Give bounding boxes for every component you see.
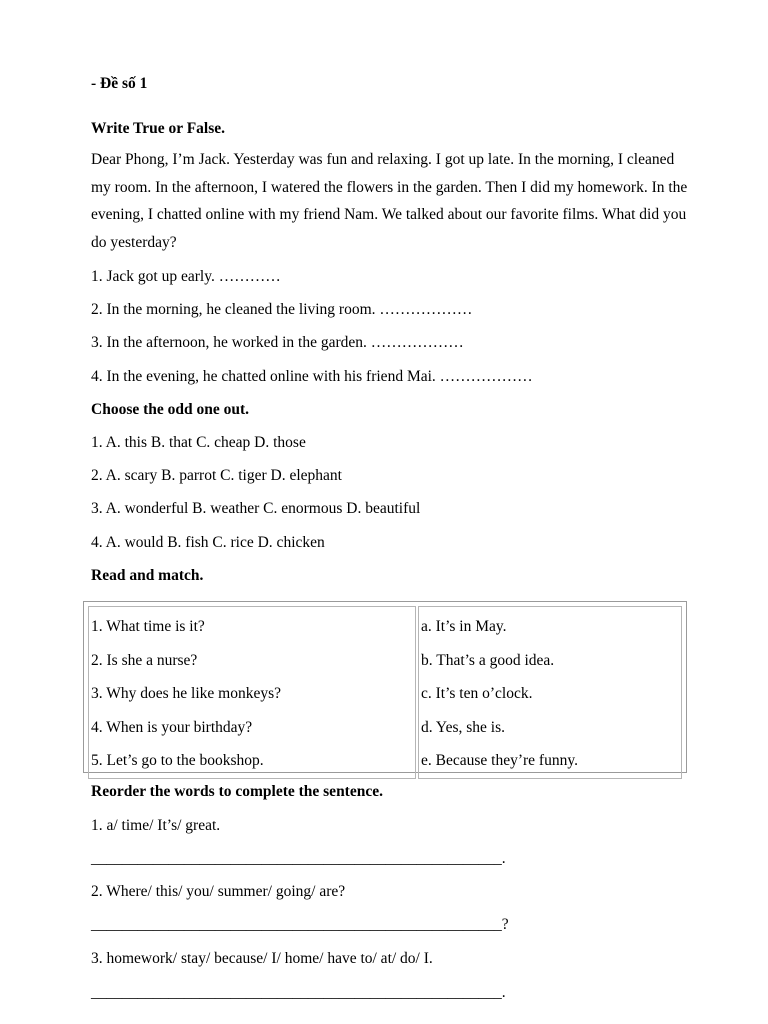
match-table	[83, 601, 687, 773]
match-question: 1. What time is it?	[91, 618, 205, 635]
match-question: 2. Is she a nurse?	[91, 651, 198, 669]
match-questions-column	[88, 606, 416, 779]
true-false-item: 4. In the evening, he chatted online with his friend Mai. ………………	[91, 368, 533, 385]
answer-line: _____________________________________________________?	[91, 916, 509, 933]
reorder-prompt: 3. homework/ stay/ because/ I/ home/ have to/ at/ do/ I.	[91, 950, 433, 967]
reorder-prompt: 2. Where/ this/ you/ summer/ going/ are?	[91, 883, 346, 900]
odd-one-out-item: 1. A. this B. that C. cheap D. those	[91, 434, 306, 451]
reading-passage: Dear Phong, I’m Jack. Yesterday was fun and relaxing. I got up late. In the morning, I cleaned my room. In the afternoon, I watered the flowers in the garden. Then I did my homework. In the evening, I chatted online with my friend Nam. We talked about our favorite films. What did you do yesterday?	[91, 151, 688, 251]
section-title-read-match: Read and match.	[91, 567, 204, 584]
answer-line: _____________________________________________________.	[91, 850, 506, 867]
odd-one-out-item: 2. A. scary B. parrot C. tiger D. elephant	[91, 467, 342, 484]
match-answer: e. Because they’re funny.	[421, 752, 578, 769]
true-false-item: 2. In the morning, he cleaned the living room. ………………	[91, 301, 473, 318]
section-title-odd-one-out: Choose the odd one out.	[91, 401, 250, 418]
section-title-true-false: Write True or False.	[91, 120, 226, 137]
match-answer: a. It’s in May.	[421, 618, 507, 635]
reorder-prompt: 1. a/ time/ It’s/ great.	[91, 817, 221, 834]
section-title-reorder: Reorder the words to complete the sentence.	[91, 783, 383, 800]
match-question: 4. When is your birthday?	[91, 718, 253, 736]
match-question: 5. Let’s go to the bookshop.	[91, 752, 264, 769]
match-answer: c. It’s ten o’clock.	[421, 685, 533, 702]
true-false-item: 3. In the afternoon, he worked in the garden. ………………	[91, 334, 464, 351]
odd-one-out-item: 3. A. wonderful B. weather C. enormous D. beautiful	[91, 500, 421, 517]
odd-one-out-item: 4. A. would B. fish C. rice D. chicken	[91, 534, 325, 551]
exam-heading: - Đề số 1	[91, 75, 148, 92]
match-answer: d. Yes, she is.	[421, 718, 505, 736]
true-false-item: 1. Jack got up early. …………	[91, 268, 281, 285]
answer-line: _____________________________________________________.	[91, 984, 506, 1001]
match-answer: b. That’s a good idea.	[421, 651, 555, 669]
match-answers-column	[418, 606, 682, 779]
match-question: 3. Why does he like monkeys?	[91, 685, 281, 702]
